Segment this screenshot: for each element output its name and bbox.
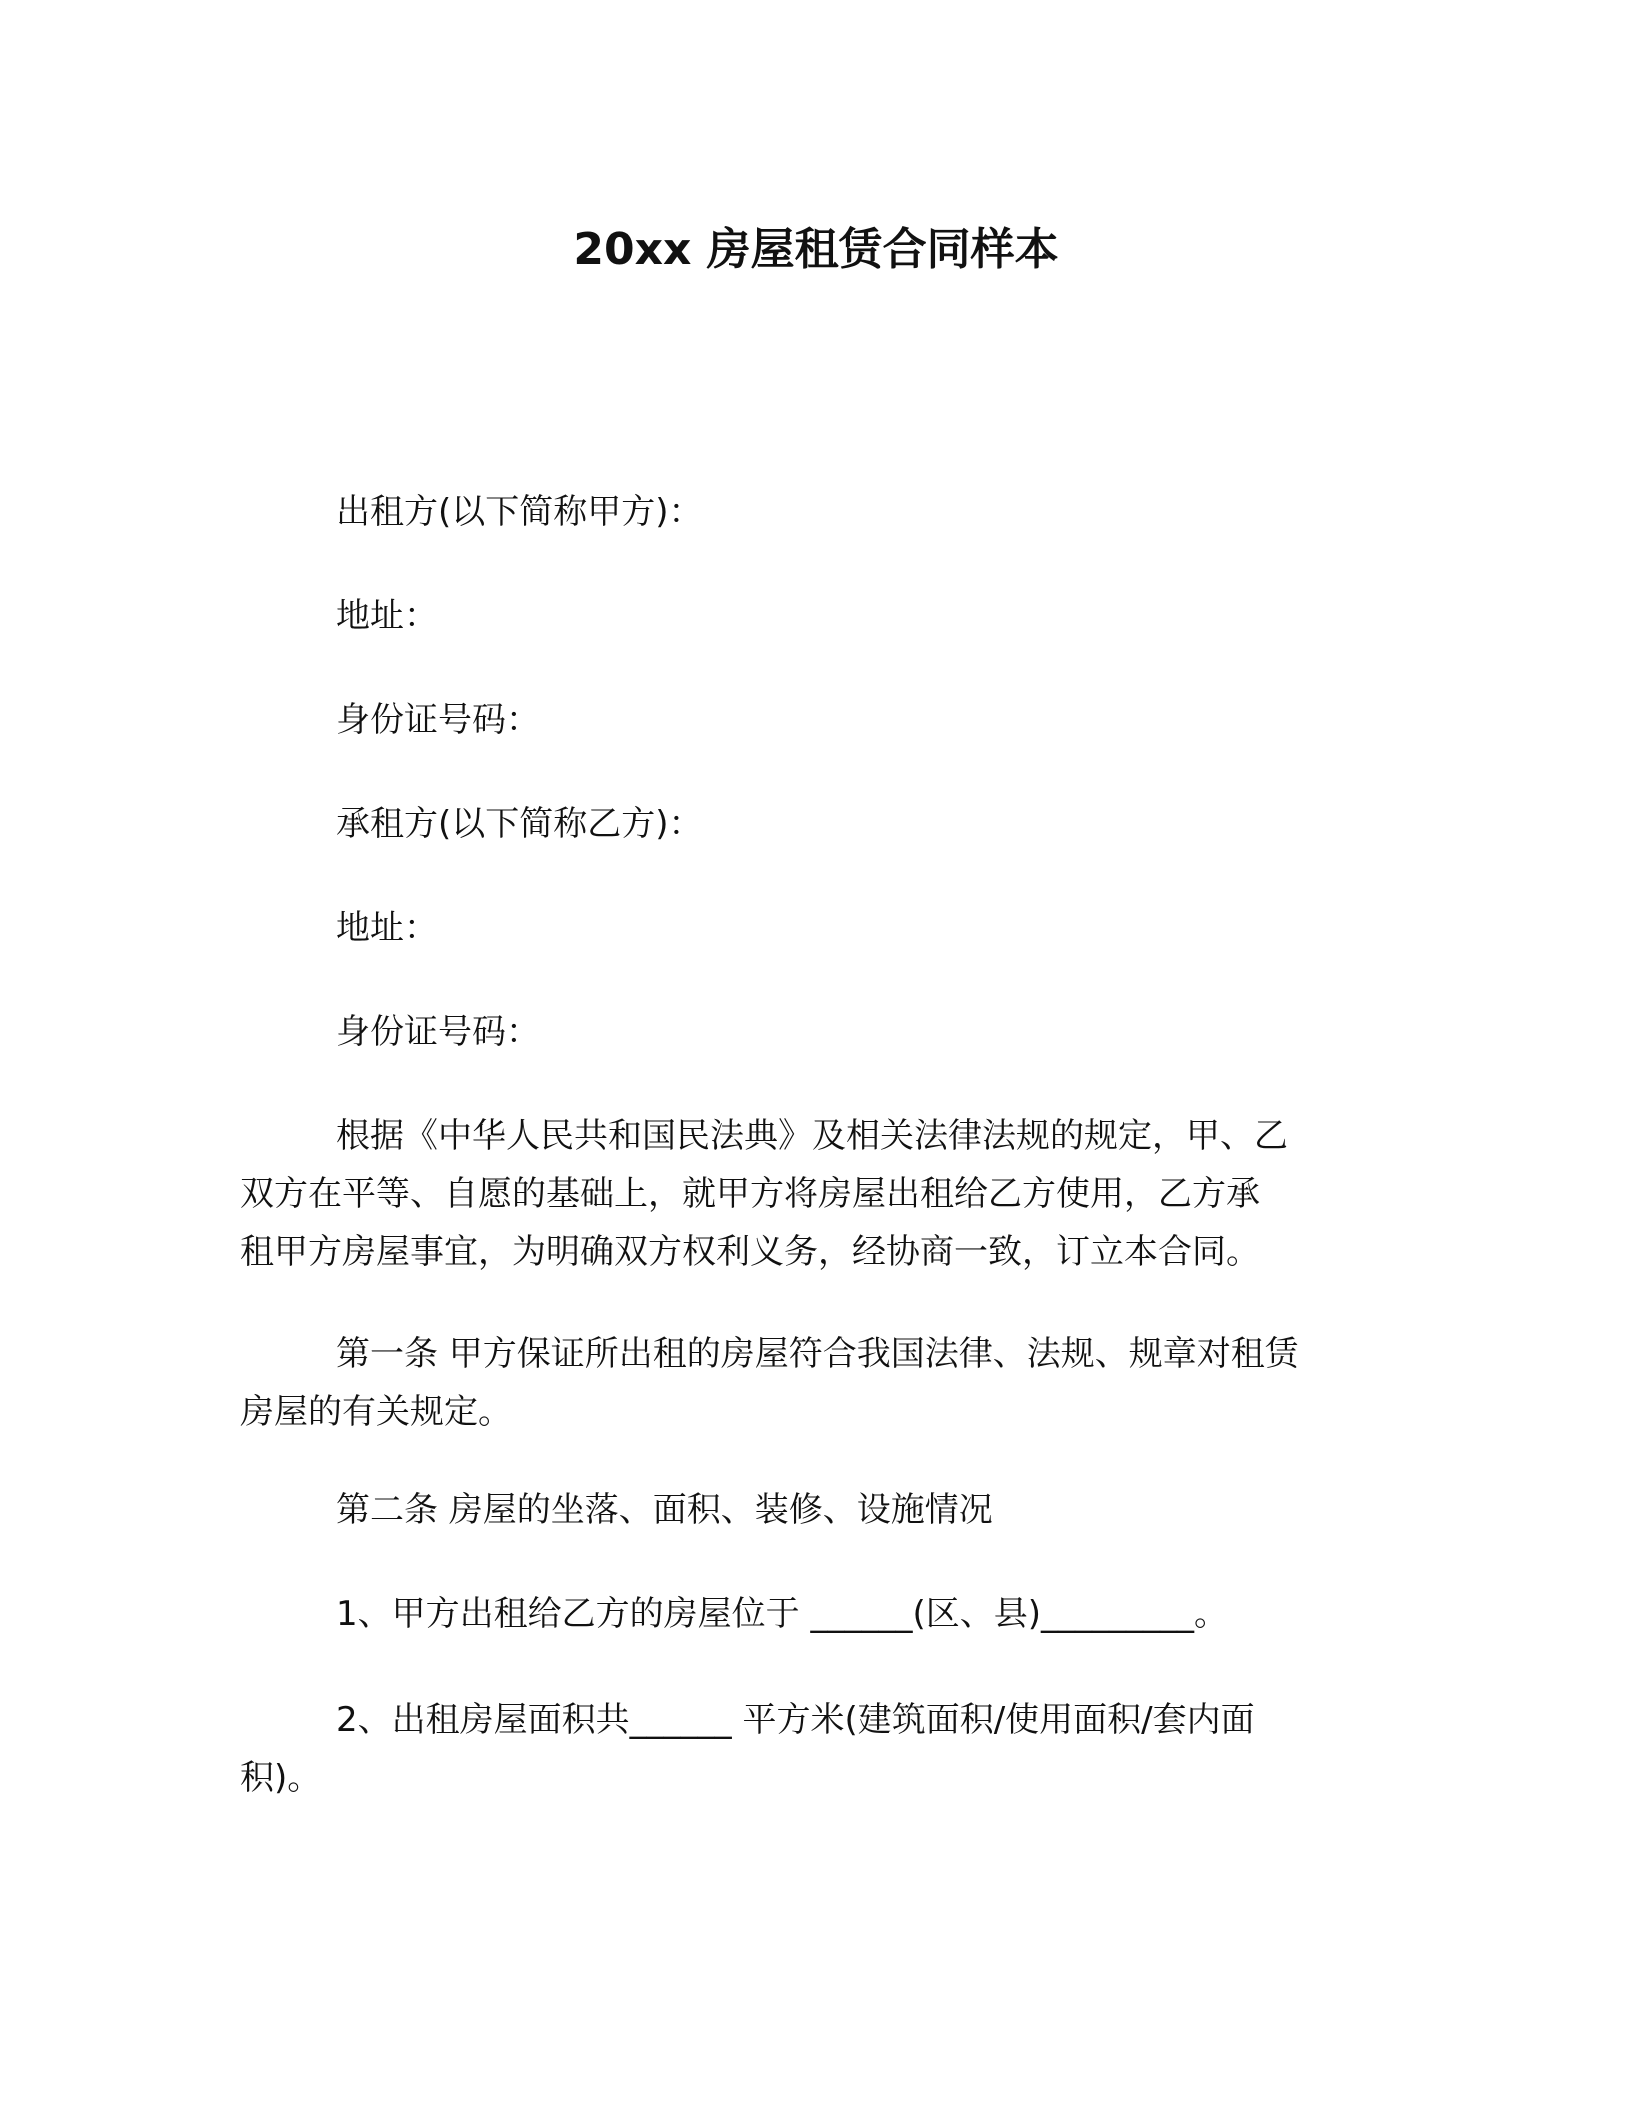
- article-1-line-2: 房屋的有关规定。: [240, 1392, 512, 1432]
- item-2-line-2: 积)。: [240, 1758, 322, 1798]
- article-2-item-1: 1、甲方出租给乙方的房屋位于 ______(区、县)_________。: [336, 1594, 1228, 1634]
- lessee-label: 承租方(以下简称乙方)：: [336, 804, 703, 844]
- preamble-paragraph: [240, 1107, 1392, 1281]
- document-body: [240, 487, 1392, 1834]
- item-2-line-1: 2、出租房屋面积共______ 平方米(建筑面积/使用面积/套内面: [336, 1700, 1255, 1740]
- article-1-paragraph: [240, 1325, 1392, 1441]
- preamble-line-2: 双方在平等、自愿的基础上，就甲方将房屋出租给乙方使用，乙方承: [240, 1174, 1260, 1214]
- lessor-id-label: 身份证号码：: [336, 700, 540, 740]
- preamble-line-1: 根据《中华人民共和国民法典》及相关法律法规的规定，甲、乙: [336, 1116, 1288, 1156]
- document-title: 20xx 房屋租赁合同样本: [573, 224, 1059, 275]
- lessee-id-label: 身份证号码：: [336, 1012, 540, 1052]
- preamble-line-3: 租甲方房屋事宜，为明确双方权利义务，经协商一致，订立本合同。: [240, 1232, 1260, 1272]
- lessee-address-label: 地址：: [336, 908, 438, 948]
- lessor-address-label: 地址：: [336, 596, 438, 636]
- lessor-label: 出租方(以下简称甲方)：: [336, 492, 703, 532]
- article-2-item-2: [240, 1691, 1392, 1807]
- article-1-line-1: 第一条 甲方保证所出租的房屋符合我国法律、法规、规章对租赁: [336, 1334, 1299, 1374]
- article-2-heading: 第二条 房屋的坐落、面积、装修、设施情况: [336, 1490, 993, 1530]
